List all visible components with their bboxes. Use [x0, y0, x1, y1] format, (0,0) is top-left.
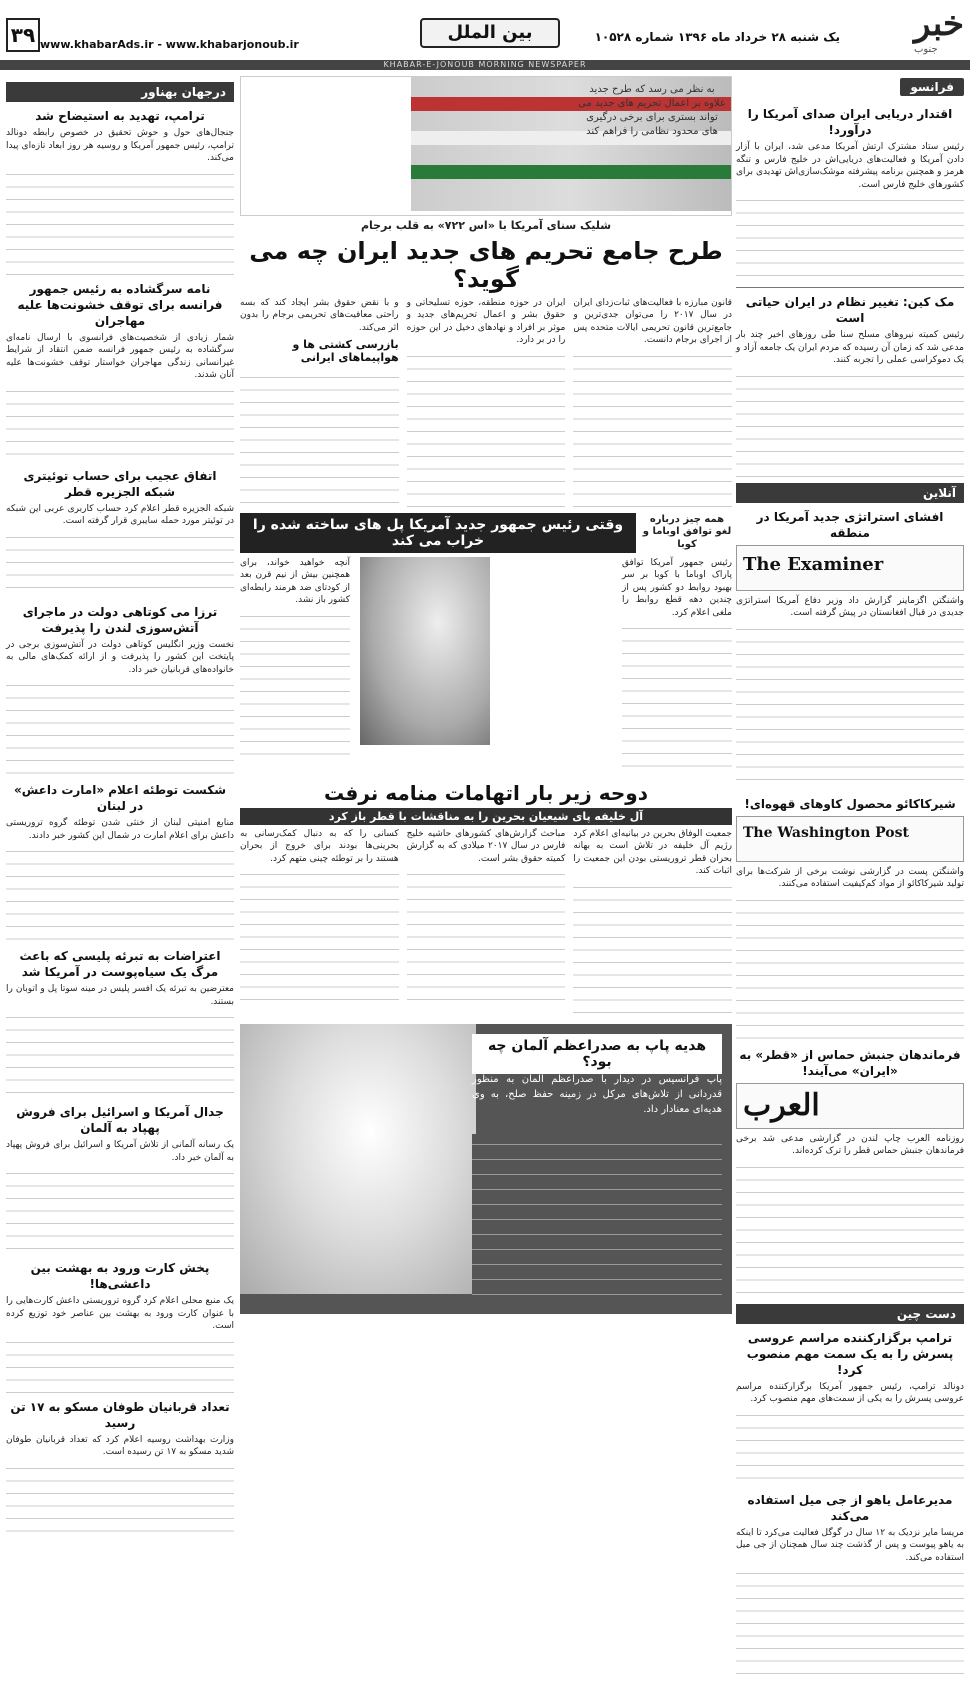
issue-dateline: یک شنبه ۲۸ خرداد ماه ۱۳۹۶ شماره ۱۰۵۲۸	[594, 30, 840, 44]
pope-box-body-continued	[472, 1134, 722, 1304]
left-column	[6, 76, 234, 1457]
article-headline: مدیرعامل یاهو از جی میل استفاده می‌کند	[747, 1492, 953, 1523]
article-body-continued	[736, 891, 964, 1041]
article-body-continued	[736, 620, 964, 790]
article-headline: ترزا می کوتاهی دولت در ماجرای آتش‌سوزی لندن را پذیرفت	[22, 604, 218, 635]
article-headline: جدال آمریکا و اسرائیل برای فروش پهپاد به آلمان	[16, 1105, 224, 1135]
article-body: جنجال‌های حول و حوش تحقیق در خصوص رابطه دونالد ترامپ، رئیس جمهور آمریکا و روسیه هر روز ابعاد تازه‌ای پیدا می‌کند.	[6, 128, 234, 163]
article-headline: شیرکاکائو محصول کاوهای قهوه‌ای!	[744, 796, 956, 811]
doha-headline: دوحه زیر بار اتهامات منامه نرفت	[324, 780, 648, 805]
article-body: رئیس کمیته نیروهای مسلح سنا طی روزهای اخیر چند بار مدعی شد که زمان آن رسیده که مردم ایران یک جامعه آزاد و یک دموکراسی عملی را تجربه کنند.	[736, 330, 964, 365]
main-article-columns	[240, 297, 732, 507]
text-column	[573, 297, 732, 507]
kicker: شلیک سنای آمریکا با «اس ۷۲۲» به قلب برجام	[360, 219, 612, 232]
article-body: دونالد ترامپ، رئیس جمهور آمریکا برگزارکننده مراسم عروسی پسرش را به یکی از سمت‌های مهم منصوب کرد.	[736, 1381, 964, 1404]
pull-quote: به نظر می رسد که طرح جدید علاوه بر اعمال تحریم های جدید می تواند بستری برای برخی درگیری های محدود نظامی را فراهم کند	[578, 84, 726, 137]
article-body-continued	[573, 347, 732, 507]
article-headline: تعداد قربانیان طوفان مسکو به ۱۷ تن رسید	[10, 1399, 230, 1430]
article-body: روزنامه العرب چاپ لندن در گزارشی مدعی شد برخی فرماندهان جنبش حماس قطر را ترک کرده‌اند.	[736, 1133, 964, 1156]
article-body: نخست وزیر انگلیس کوتاهی دولت در آتش‌سوزی برجی در پایتخت این کشور را پذیرفت و از ارائه کمک‌های مالی به خانواده‌های قربانیان خبر داد.	[6, 639, 234, 675]
article-body: واشنگتن پست در گزارشی نوشت برخی از شرکت‌ها برای تولید شیرکاکائو از مواد کم‌کیفیت استفاده می‌کنند.	[736, 866, 964, 889]
article-body-continued	[6, 676, 234, 776]
text-column	[407, 297, 566, 507]
article-body: واشنگتن اگزماینر گزارش داد وزیر دفاع آمریکا استراتژی جدیدی در قبال افغانستان در پیش گرفته است.	[736, 595, 964, 618]
doha-kicker: آل خلیفه پای شیعیان بحرین را به مناقشات با قطر باز کرد	[240, 808, 732, 825]
right-column	[736, 76, 964, 1563]
article-body: وزارت بهداشت روسیه اعلام کرد که تعداد قربانیان طوفان شدید مسکو به ۱۷ تن رسیده است.	[6, 1434, 234, 1457]
pope-box-title: هدیه پاپ به صدراعظم آلمان چه بود؟	[472, 1034, 722, 1074]
source-masthead	[736, 816, 964, 862]
flag-stripe	[411, 165, 731, 179]
article-body: کسانی را که به دنبال کمک‌رسانی به بحرینی‌ها بودند برای خروج از بحران هستند را بر توطئه چینی متهم کرد.	[239, 828, 399, 864]
article-body: یک رسانه آلمانی از تلاش آمریکا و اسرائیل برای فروش پهپاد به آلمان خبر داد.	[6, 1140, 234, 1163]
header-ribbon: KHABAR-E-JONOUB MORNING NEWSPAPER	[0, 60, 970, 70]
article-headline: مک کین: تغییر نظام در ایران حیاتی است	[745, 295, 955, 325]
article-body: یک منبع محلی اعلام کرد گروه تروریستی داعش کارت‌هایی را با عنوان کارت ورود به بهشت بین عناصر خود توزیع کرده است.	[6, 1296, 234, 1331]
article-body: مریسا مایر نزدیک به ۱۲ سال در گوگل فعالیت می‌کرد تا اینکه به یاهو پیوست و پس از گذشت چند سال همچنان از جی میل استفاده می‌کند.	[736, 1527, 964, 1563]
article-body: مباحث گزارش‌های کشورهای حاشیه خلیج فارس در سال ۲۰۱۷ میلادی که به گزارش کمیته حقوق بشر است.	[406, 828, 566, 864]
source-logo: العرب	[743, 1087, 820, 1123]
article-body-continued	[240, 607, 350, 757]
section-tag: آنلاین	[736, 483, 964, 503]
article-headline: شکست توطئه اعلام «امارت داعش» در لبنان	[13, 783, 227, 813]
article-headline: ترامپ، تهدید به استیضاح شد	[35, 109, 205, 123]
article-body: شبکه الجزیره قطر اعلام کرد حساب کاربری عربی این شبکه در توئیتر مورد حمله سایبری قرار گرفته است.	[6, 503, 234, 526]
text-column	[240, 297, 399, 507]
article-headline: اقتدار دریایی ایران صدای آمریکا را درآورد!	[747, 107, 953, 137]
main-headline: طرح جامع تحریم های جدید ایران چه می گوید؟	[249, 236, 723, 293]
article-body: قانون مبارزه با فعالیت‌های ثبات‌زدای ایران در سال ۲۰۱۷ را می‌توان جدی‌ترین و جامع‌ترین قانون تحریمی ایالات متحده پس از اجرای برجام دانست.	[573, 297, 732, 345]
trump-photo	[360, 557, 490, 745]
article-body-continued	[6, 842, 234, 942]
masthead	[0, 0, 970, 69]
article-body: رئیس جمهور آمریکا توافق پاراک اوباما با کوبا بر سر بهبود روابط دو کشور پس از چندین دهه قطع روابط را ملغی اعلام کرد.	[622, 557, 732, 618]
article-body: منابع امنیتی لبنان از خنثی شدن توطئه گروه تروریستی داعش برای اعلام امارت در شمال این کشور خبر دادند.	[6, 818, 234, 841]
website-urls[interactable]: www.khabarAds.ir - www.khabarjonoub.ir	[40, 38, 299, 51]
source-masthead	[736, 545, 964, 591]
article-body-continued	[736, 367, 964, 477]
pope-box-body: پاپ فرانسیس در دیدار با صدراعظم آلمان به منظور قدردانی از تلاش‌های مرکل در زمینه حفظ صلح، به وی هدیه‌ای معنادار داد.	[472, 1073, 722, 1115]
pope-photo	[240, 1024, 476, 1294]
article-headline: نامه سرگشاده به رئیس جمهور فرانسه برای توقف خشونت‌ها علیه مهاجران	[17, 281, 223, 328]
side-note: همه چیز درباره لغو توافق اوباما و کوبا	[642, 513, 732, 550]
divider	[736, 287, 964, 288]
page-number: ۳۹	[6, 18, 40, 52]
article-body-continued	[6, 1008, 234, 1098]
article-body-continued	[240, 865, 399, 1005]
section-tag: درجهان بهناور	[6, 82, 234, 102]
trump-headline: وقتی رئیس جمهور جدید آمریکا پل های ساخته شده را خراب می کند	[240, 513, 636, 553]
article-body-continued	[6, 1459, 234, 1539]
article-body-continued	[6, 1333, 234, 1393]
article-body: معترضین به تبرئه یک افسر پلیس در مینه سوتا پل و اتوبان را بستند.	[6, 984, 234, 1007]
article-body-continued	[407, 865, 566, 1005]
article-body: و با نقض حقوق بشر ایجاد کند که بسه راحتی معافیت‌های تحریمی برجام را بدون اثر می‌کند.	[239, 297, 399, 333]
pope-feature-box	[240, 1024, 732, 1314]
article-body-continued	[736, 191, 964, 281]
article-body-continued	[6, 1164, 234, 1254]
trump-article	[240, 557, 732, 777]
article-headline: پخش کارت ورود به بهشت بین داعشی‌ها!	[30, 1261, 210, 1291]
article-body: ایران در حوزه منطقه، حوزه تسلیحاتی و حقوق بشر و اعمال تحریم‌های جدید و موثر بر افراد و نهادهای دخیل در این حوزه را در بر دارد.	[406, 297, 566, 345]
text-column	[240, 828, 399, 1018]
section-title: بین الملل	[420, 18, 560, 48]
article-body-continued	[6, 165, 234, 275]
article-body-continued	[736, 1406, 964, 1486]
section-tag: دست چین	[736, 1304, 964, 1324]
newspaper-logo: خبر جنوب	[913, 4, 964, 55]
article-body-continued	[736, 1564, 964, 1684]
article-body: آنچه خواهید خواند، برای همچنین بیش از نیم قرن بعد از کودتای ضد هرمند رابطه‌ای کشور باز نشد.	[240, 557, 350, 605]
article-body: شمار زیادی از شخصیت‌های فرانسوی با ارسال نامه‌ای سرگشاده به رئیس جمهور فرانسه ضمن انتقاد از شرایط غیرانسانی زندگی مهاجران خواستار توقف خشونت‌ها علیه آنان شدند.	[6, 332, 234, 380]
article-body-continued	[622, 619, 732, 769]
text-column	[622, 557, 732, 770]
subheading: بازرسی کشتی ها و هواپیماهای ایرانی	[292, 338, 399, 364]
doha-article-columns	[240, 828, 732, 1018]
article-headline: افشای استراتژی جدید آمریکا در منطقه	[756, 509, 944, 540]
article-body-continued	[6, 382, 234, 462]
article-body: رئیس ستاد مشترک ارتش آمریکا مدعی شد، ایران با آزار دادن آمریکا و فعالیت‌های دریایی‌اش در خلیج فارس و تنگه هرمز و همچنین برنامه پیشرفته موشک‌سازی‌اش تهدیدی برای کشورهای خلیج فارس است.	[736, 142, 964, 190]
article-headline: فرماندهان جنبش حماس از «قطر» به «ایران» می‌آیند!	[739, 1047, 961, 1078]
article-body-continued	[573, 878, 732, 1018]
section-tag: فرانسو	[900, 78, 964, 96]
article-body-continued	[407, 347, 566, 507]
article-body-continued	[240, 368, 399, 508]
article-body: جمعیت الوفاق بحرین در بیانیه‌ای اعلام کرد رژیم آل خلیفه در تلاش است به بهانه بحران قطر تروریستی بودن این جمعیت را اثبات کند.	[573, 828, 732, 876]
source-logo: The Washington Post	[743, 824, 909, 841]
text-column	[573, 828, 732, 1018]
article-body-continued	[736, 1158, 964, 1298]
text-column	[407, 828, 566, 1018]
feature-image-area	[240, 76, 732, 216]
source-masthead	[736, 1083, 964, 1129]
article-headline: ترامپ برگزارکننده مراسم عروسی پسرش را به یک سمت مهم منصوب کرد!	[746, 1330, 954, 1377]
article-body-continued	[6, 528, 234, 598]
text-column	[240, 557, 350, 757]
source-logo: The Examiner	[743, 553, 884, 575]
center-column	[240, 76, 732, 1422]
article-headline: اتفاق عجیب برای حساب توئیتری شبکه الجزیره قطر	[23, 468, 217, 499]
article-headline: اعتراضات به تبرئه پلیسی که باعث مرگ یک سیاه‌پوست در آمریکا شد	[19, 949, 221, 979]
trump-headline-row	[240, 513, 732, 553]
